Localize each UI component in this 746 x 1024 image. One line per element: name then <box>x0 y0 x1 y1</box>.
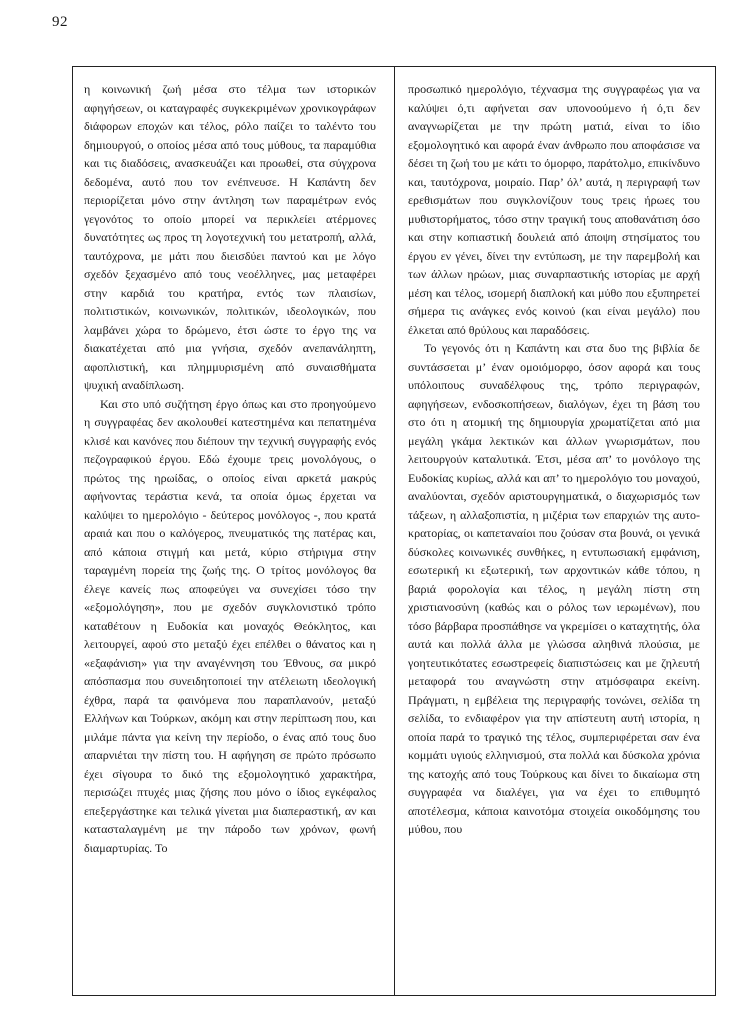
left-paragraph-2: Και στο υπό συζήτηση έργο όπως και στο προηγούμενο η συγγραφέας δεν ακολουθεί κατεστημένα και πεπατημένα κλισέ και κανόνες που διέπουν την τεχνική συγγραφής ενός πεζογραφικού έργου. Εδώ έχουμε τρεις μονολόγους, ο πρώτος της ηρωίδας, ο οποίος είναι αρκετά μακρύς αφήνοντας τεράστια κενά, τα οποία όμως έρχεται να καλύψει το ημερολόγιο - δεύτερος μονόλογος -, που κρατά αραιά και που ο καλόγερος, πνευματικός της πατέρας και, από κάποια στιγμή και μετά, κύριο στήριγμα στην ταραγμένη πορεία της ζωής της. Ο τρίτος μονόλογος θα έλεγε κανείς πως αποφεύγει να συνεχίσει τόσο την «εξομολόγηση», που με σχεδόν συγκλονιστικό τρόπο καταθέτουν η Ευδοκία και μοναχός Θεόκλητος, και λειτουργεί, αφού στο μεταξύ έχει επέλθει ο θάνατος και η «εξαφάνιση» για την αναγέννηση του Έθνους, σα μικρό απόσπασμα που συνειδητοποιεί την ατέλειωτη ιδεολογική έχθρα, παρά τα φαινόμενα που παραπλανούν, μεταξύ Ελλήνων και Τούρκων, ακόμη και στην περίπτωση που, και μιλάμε πάντα για κείνη την περίοδο, ο ένας από τους δυο απαρνιέται την πίστη του. Η αφήγηση σε πρώτο πρόσωπο έχει σίγουρα το δικό της εξομολογητικό χαρακτήρα, περισώζει πτυχές μιας ζήσης που μόνο ο ίδιος εγκέφαλος επεξεργάστηκε και τελικά γίνεται μια διαπεραστική, αν και κατασταλαγμένη με την πάροδο των χρόνων, φωνή διαμαρτυρίας. Το <box>84 396 376 855</box>
right-paragraph-1: προσωπικό ημερολόγιο, τέχνασμα της συγγραφέως για να καλύψει ό,τι αφήνεται σαν υπονοούμενο ή ό,τι δεν αναγνωρίζεται με την πρώτη ματιά, είναι το ίδιο εξομολογητικό και αφορά έναν άνθρωπο που αποφάσισε να δέσει τη ζωή του με κάτι το όμορφο, παράτολμο, επικίνδυνο και, ταυτόχρονα, μοιραίο. Παρ’ όλ’ αυτά, η περιγραφή των ερεθισμάτων που συγκλονίζουν τους τρεις ήρωες του μυθιστορήματος, τόσο στην τραγική τους αποθανάτιση όσο και στην κοπιαστική δουλειά από άποψη στησίματος του έργου εν γένει, δίνει την εντύπωση, με την παρεμβολή και των άλλων ηρώων, μιας συναρπαστικής ιστορίας με αρχή μέση και τέλος, ισομερή διαπλοκή και μύθο που εξυπηρετεί σήμερα τις ανάγκες ενός κοινού (και είναι μεγάλο) που έλκεται από θρύλους και παραδόσεις. <box>408 82 700 337</box>
right-column <box>408 80 700 980</box>
page-number: 92 <box>52 14 68 30</box>
right-paragraph-2: Το γεγονός ότι η Καπάντη και στα δυο της βιβλία δε συντάσσεται μ’ έναν ομοιόμορφο, όσον αφορά και τους υπόλοιπους συναδέλφους της, τρόπο περιγραφών, αφηγήσεων, ενδοσκοπήσεων, διαλόγων, έχει τη βάση του στο ότι η ατομική της δημιουργία χρωματίζεται από μια μεγάλη γκάμα λεκτικών και άλλων γνωρισμάτων, που λειτουργούν καταλυτικά. Έτσι, μέσα απ’ το μονόλογο της Ευδοκίας κυρίως, αλλά και απ’ το ημερολόγιο του μοναχού, αναλύονται, σχεδόν αριστουργηματικά, ο διαχωρισμός των τάξεων, η αλλαξοπιστία, η μιζέρια των επαρχιών της αυτοκρατορίας, οι καπεταναίοι που ζούσαν στα βουνά, οι γενικά δύσκολες κοινωνικές συνθήκες, η εντυπωσιακή εμφάνιση, εσωτερική κι εξωτερική, των αρχοντικών κάθε τόπου, η βαριά φορολογία και τέλος, η μεγάλη πίστη στη χριστιανοσύνη (καθώς και ο ρόλος των ιερωμένων), που τόσο βάρβαρα προσπάθησε να γκρεμίσει ο καταχτητής, όλα αυτά και πολλά άλλα με γλώσσα αληθινά πλούσια, με γοητευτικότατες εσωστρεφείς διαπιστώσεις και με ζηλευτή μεταφορά του αναγνώστη στην ατμόσφαιρα εκείνη. Πράγματι, η εμβέλεια της περιγραφής τονώνει, σελίδα τη σελίδα, το ενδιαφέρον για την απίστευτη αυτή ιστορία, η οποία παρά το τραγικό της τέλος, συμπεριφέρεται σαν ένα κομμάτι υγιούς ελληνισμού, στα πολλά και δύσκολα χρόνια της κατοχής από τους Τούρκους και δίνει το δικαίωμα στη συγγραφέα να διαλέγει, για να έχει το επιθυμητό αποτέλεσμα, κάποια καινοτόμα στοιχεία οικοδόμησης του μύθου, που <box>408 341 700 836</box>
left-column <box>84 80 376 980</box>
left-paragraph-1: η κοινωνική ζωή μέσα στο τέλμα των ιστορικών αφηγήσεων, οι καταγραφές συγκεκριμένων χρονικογράφων διάφορων εποχών και τέλος, ρόλο παίζει το ταλέντο του δημιουργού, ο οποίος μέσα από τους μύθους, τα παραμύθια και τις διαδόσεις, ανασκευάζει και προωθεί, στα σύγχρονα δεδομένα, αυτό που τον ενέπνευσε. Η Καπάντη δεν περιορίζεται μόνο στην άντληση των παραμέτρων ενός γεγονότος το οποίο μπορεί να περικλείει ατέρμονες δυνατότητες ως προς τη λογοτεχνική του μετατροπή, αλλά, ταυτόχρονα, με μάτι που διεισδύει παντού και με λόγο σχεδόν ξεχασμένο από τους νεοέλληνες, μας μεταφέρει στην καρδιά του κρατήρα, εντός των πλαισίων, πολιτιστικών, κοινωνικών, πολιτικών, ιδεολογικών, που λαμβάνει χώρα το δρώμενο, έτσι ώστε το έργο της να διακατέχεται από μια γνήσια, σχεδόν ανεπανάληπτη, αφοπλιστική, και πλημμυρισμένη από συναισθήματα ψυχική αναδίπλωση. <box>84 82 376 392</box>
column-divider <box>394 66 395 996</box>
